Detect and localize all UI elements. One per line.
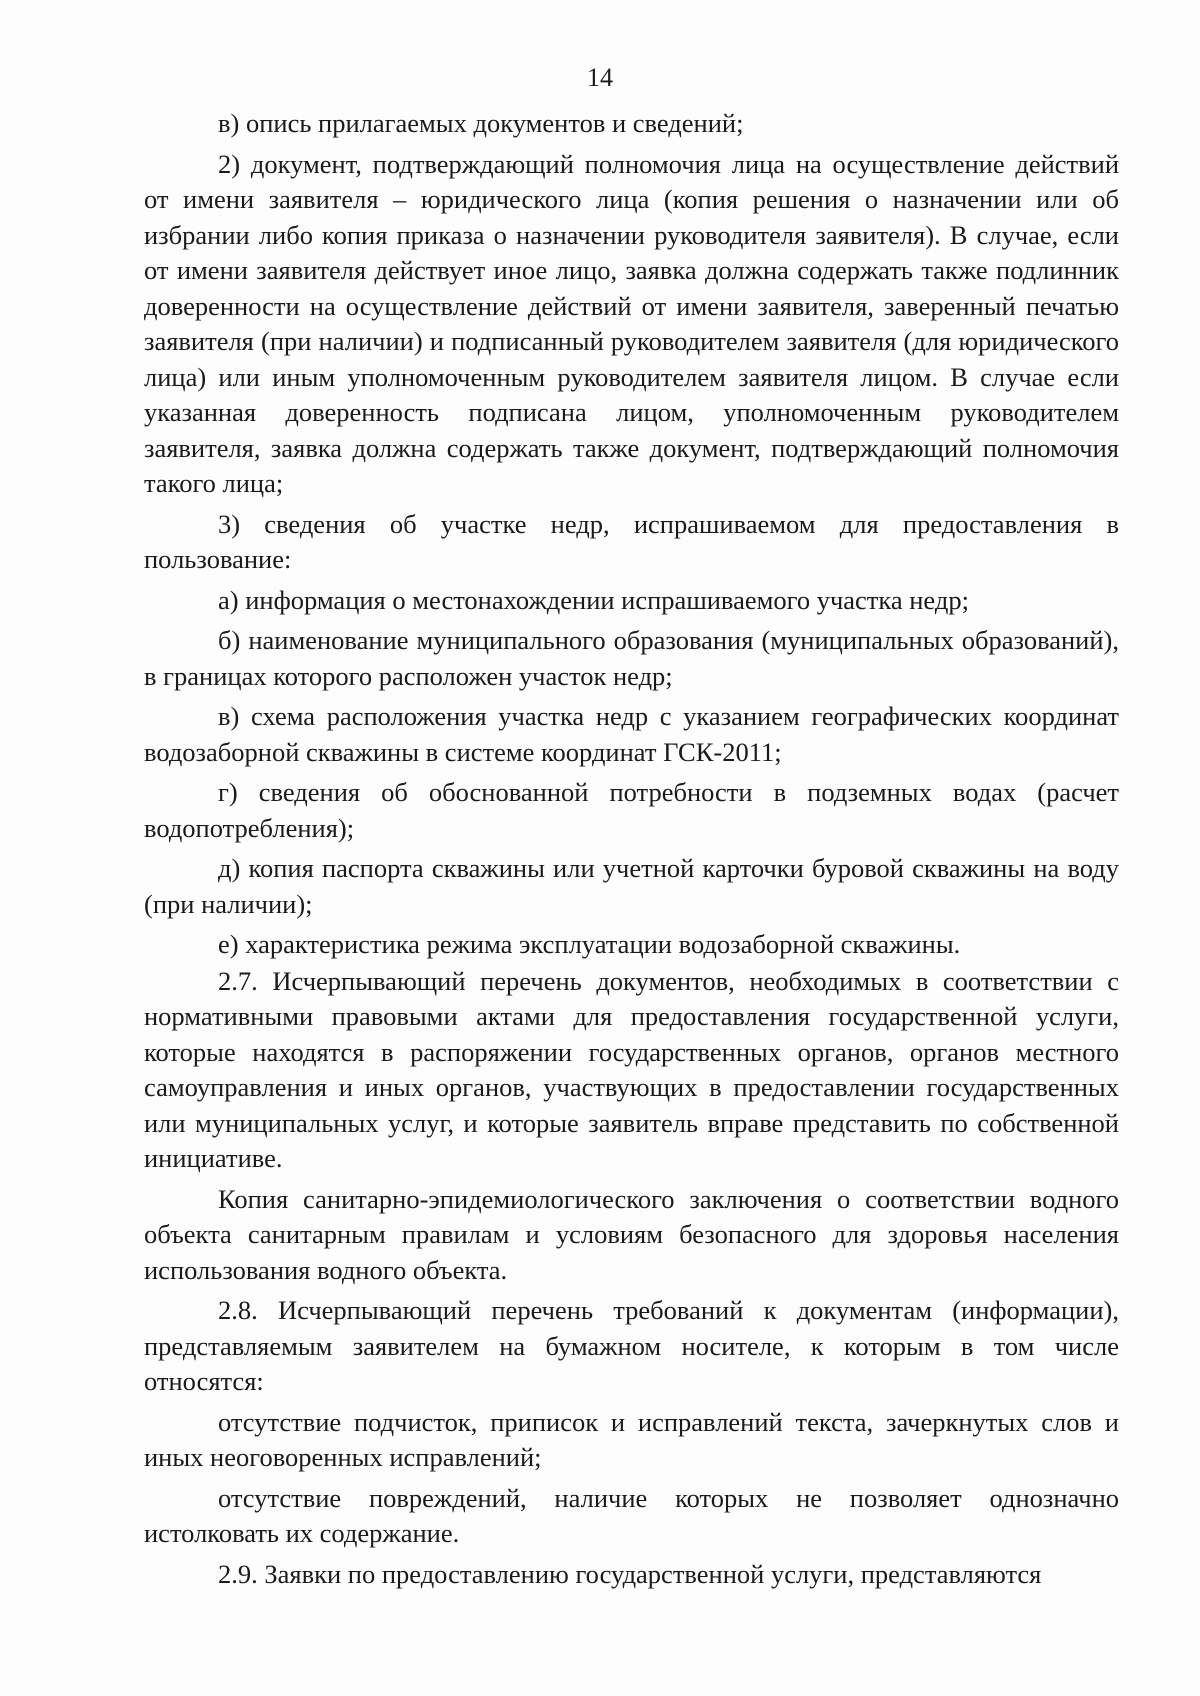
document-body <box>144 106 1119 1593</box>
paragraph-section-2-7: 2.7. Исчерпывающий перечень документов, необходимых в соответствии с нормативными правовыми актами для предоставления государственной услуги, которые находятся в распоряжении государственных органов, органов местного самоуправления и иных органов, участвующих в предоставлении государственных или муниципальных услуг, и которые заявитель вправе представить по собственной инициативе. <box>144 965 1119 1173</box>
paragraph-no-damage: отсутствие повреждений, наличие которых не позволяет однозначно истолковать их содержание. <box>144 1482 1119 1548</box>
paragraph-authority-document: 2) документ, подтверждающий полномочия лица на осуществление действий от имени заявителя – юридического лица (копия решения о назначении или об избрании либо копия приказа о назначении руководителя заявителя). В случае, если от имени заявителя действует иное лицо, заявка должна содержать также подлинник доверенности на осуществление действий от имени заявителя, заверенный печатью заявителя (при наличии) и подписанный руководителем заявителя (для юридического лица) или иным уполномоченным руководителем заявителя лицом. В случае если указанная доверенность подписана лицом, уполномоченным руководителем заявителя, заявка должна содержать также документ, подтверждающий полномочия такого лица; <box>144 148 1119 498</box>
paragraph-section-2-8: 2.8. Исчерпывающий перечень требований к документам (информации), представляемым заявителем на бумажном носителе, к которым в том числе относятся: <box>144 1295 1119 1396</box>
paragraph-municipality: б) наименование муниципального образования (муниципальных образований), в границах которого расположен участок недр; <box>144 625 1119 691</box>
paragraph-sanitary-copy: Копия санитарно-эпидемиологического заключения о соответствии водного объекта санитарным правилам и условиям безопасного для здоровья населения использования водного объекта. <box>144 1183 1119 1285</box>
paragraph-location: а) информация о местонахождении испрашиваемого участка недр; <box>218 584 969 615</box>
paragraph-no-erasures: отсутствие подчисток, приписок и исправлений текста, зачеркнутых слов и иных неоговоренных исправлений; <box>144 1406 1119 1472</box>
paragraph-section-2-9: 2.9. Заявки по предоставлению государственной услуги, представляются <box>218 1558 1042 1589</box>
paragraph-well-passport: д) копия паспорта скважины или учетной карточки буровой скважины на воду (при наличии); <box>144 853 1119 919</box>
paragraph-inventory: в) опись прилагаемых документов и сведений; <box>218 108 744 138</box>
paragraph-operation-mode: е) характеристика режима эксплуатации водозаборной скважины. <box>218 929 961 959</box>
paragraph-subsoil-info: 3) сведения об участке недр, испрашиваемом для предоставления в пользование: <box>144 508 1119 574</box>
paragraph-water-demand: г) сведения об обоснованной потребности в подземных водах (расчет водопотребления); <box>144 777 1119 843</box>
paragraph-scheme: в) схема расположения участка недр с указанием географических координат водозаборной скважины в системе координат ГСК-2011; <box>144 701 1119 767</box>
page-number: 14 <box>587 63 613 92</box>
